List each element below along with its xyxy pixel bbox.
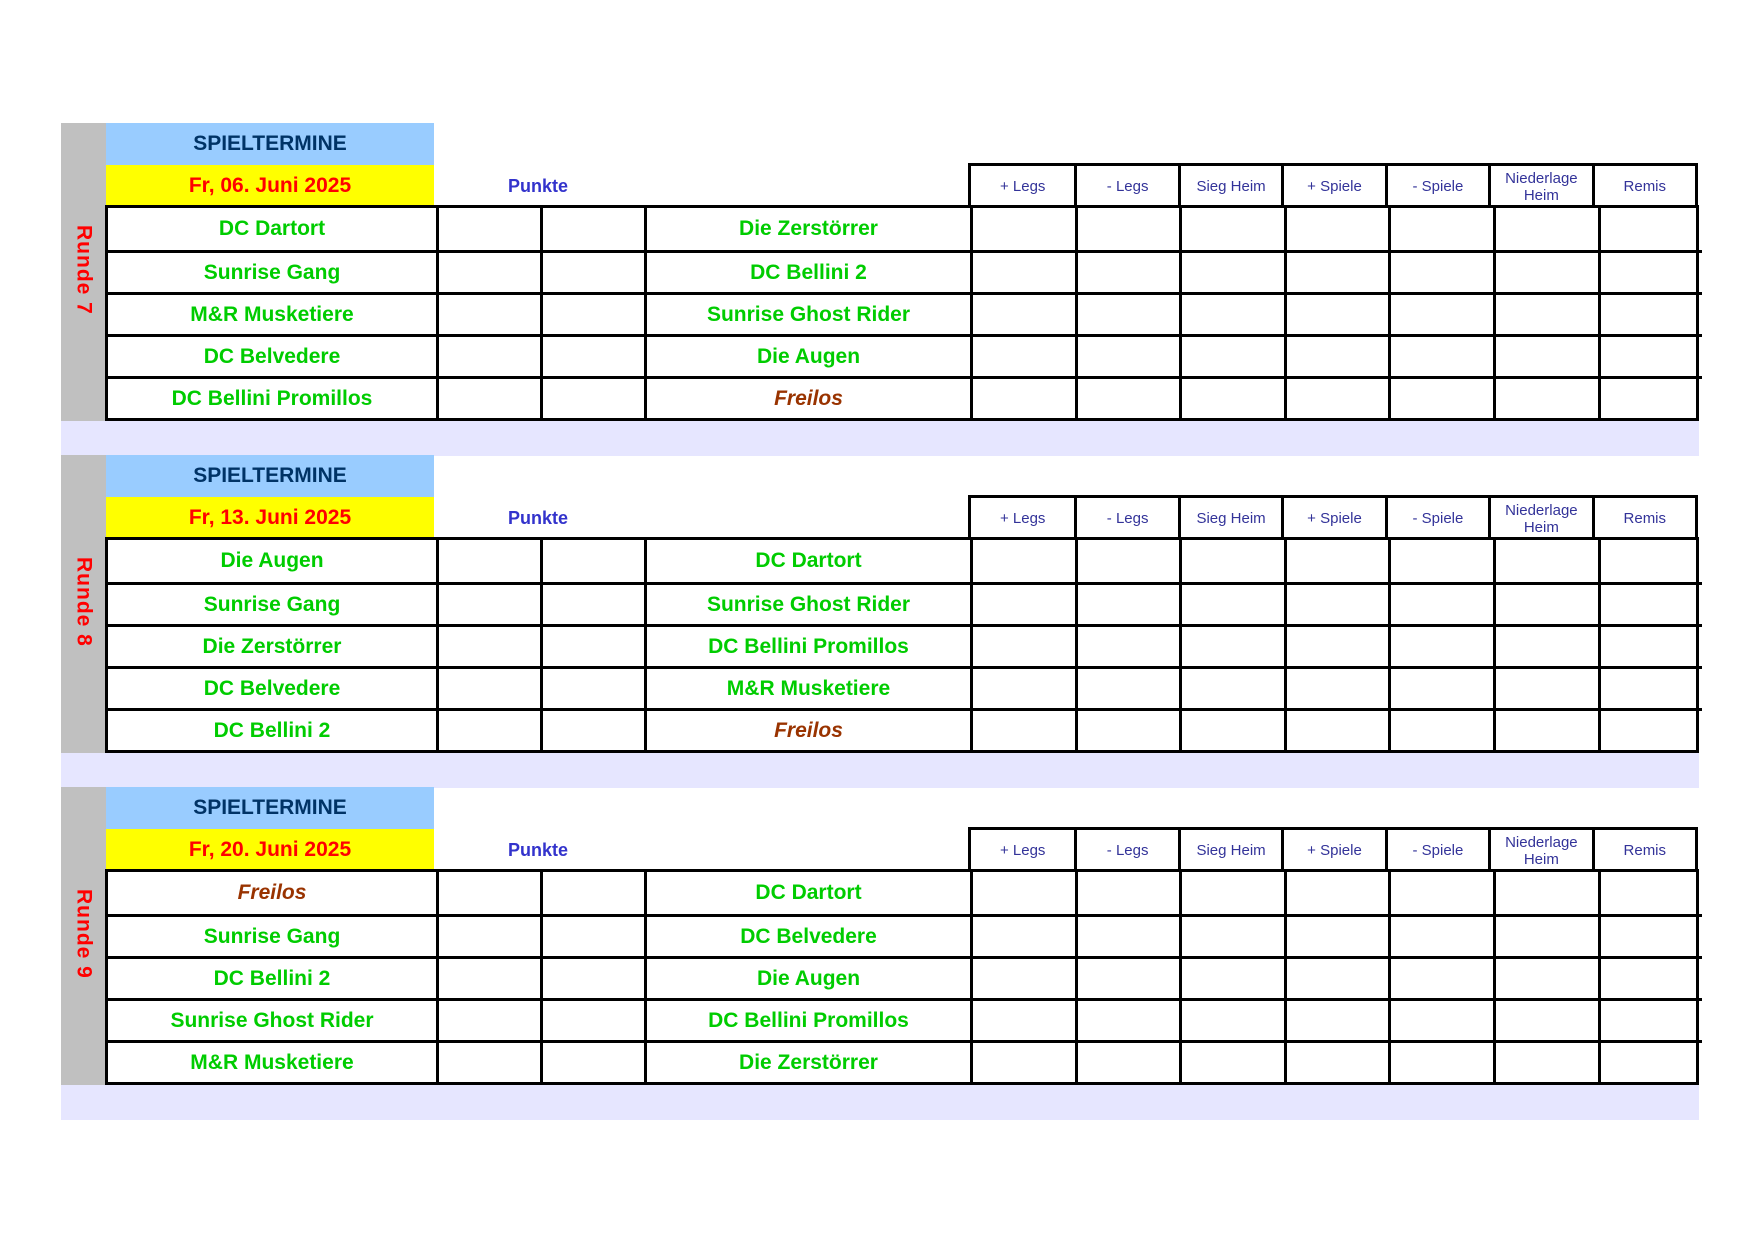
stat-input-cell[interactable] bbox=[1179, 292, 1284, 334]
stat-input-cell[interactable] bbox=[1388, 376, 1493, 418]
home-team-cell: Sunrise Gang bbox=[108, 914, 436, 956]
match-date: Fr, 20. Juni 2025 bbox=[106, 829, 434, 871]
stat-input-cell[interactable] bbox=[1598, 582, 1703, 624]
stat-input-cell[interactable] bbox=[1075, 872, 1180, 914]
round-block bbox=[61, 787, 1699, 1120]
home-team-cell: DC Bellini 2 bbox=[108, 956, 436, 998]
stats-header-cell: Niederlage Heim bbox=[1488, 166, 1591, 207]
stats-header-cell: Sieg Heim bbox=[1178, 166, 1281, 207]
round-block bbox=[61, 455, 1699, 788]
stat-input-cell[interactable] bbox=[1493, 582, 1598, 624]
home-team-cell: Freilos bbox=[237, 881, 307, 904]
stat-input-cell[interactable] bbox=[970, 292, 1075, 334]
stat-input-cell[interactable] bbox=[1493, 666, 1598, 708]
spieltermine-header: SPIELTERMINE bbox=[106, 123, 434, 165]
stat-input-cell[interactable] bbox=[1075, 914, 1180, 956]
stat-input-cell[interactable] bbox=[1075, 624, 1180, 666]
stat-input-cell[interactable] bbox=[1493, 872, 1598, 914]
away-team-cell: Die Zerstörrer bbox=[644, 208, 970, 250]
stat-input-cell[interactable] bbox=[1598, 914, 1703, 956]
round-label-text: Runde 9 bbox=[72, 889, 96, 979]
stat-input-cell[interactable] bbox=[1598, 250, 1703, 292]
away-team-cell: DC Bellini Promillos bbox=[644, 624, 970, 666]
stat-input-cell[interactable] bbox=[1598, 376, 1703, 418]
round-label bbox=[61, 829, 106, 1039]
away-team-cell: Freilos bbox=[644, 708, 970, 750]
stat-input-cell[interactable] bbox=[1284, 1040, 1389, 1082]
stat-input-cell[interactable] bbox=[1075, 998, 1180, 1040]
home-team-cell: M&R Musketiere bbox=[108, 292, 436, 334]
stat-input-cell[interactable] bbox=[1284, 872, 1389, 914]
away-team-cell: Die Augen bbox=[644, 956, 970, 998]
away-points-input[interactable] bbox=[540, 250, 644, 292]
away-team-cell: Die Augen bbox=[644, 334, 970, 376]
stat-input-cell[interactable] bbox=[1388, 914, 1493, 956]
home-points-input[interactable] bbox=[436, 582, 540, 624]
stat-input-cell[interactable] bbox=[1284, 582, 1389, 624]
stat-input-cell[interactable] bbox=[1598, 624, 1703, 666]
away-team-cell: DC Dartort bbox=[644, 540, 970, 582]
stat-input-cell[interactable] bbox=[1598, 292, 1703, 334]
away-points-input[interactable] bbox=[540, 624, 644, 666]
stat-input-cell[interactable] bbox=[1075, 708, 1180, 750]
stat-input-cell[interactable] bbox=[1388, 666, 1493, 708]
stats-header-cell: Sieg Heim bbox=[1178, 498, 1281, 539]
away-team-cell: Freilos bbox=[644, 376, 970, 418]
away-points-input[interactable] bbox=[540, 292, 644, 334]
stat-input-cell[interactable] bbox=[1493, 334, 1598, 376]
stat-input-cell[interactable] bbox=[970, 208, 1075, 250]
stat-input-cell[interactable] bbox=[1284, 708, 1389, 750]
stats-header-cell: - Legs bbox=[1074, 166, 1177, 207]
stat-input-cell[interactable] bbox=[1284, 250, 1389, 292]
stat-input-cell[interactable] bbox=[1075, 334, 1180, 376]
spieltermine-header: SPIELTERMINE bbox=[106, 455, 434, 497]
stat-input-cell[interactable] bbox=[1388, 872, 1493, 914]
home-points-input[interactable] bbox=[436, 624, 540, 666]
away-points-input[interactable] bbox=[540, 914, 644, 956]
stats-header-cell: Remis bbox=[1592, 166, 1695, 207]
home-points-input[interactable] bbox=[436, 208, 540, 250]
home-points-input[interactable] bbox=[436, 998, 540, 1040]
match-table bbox=[105, 537, 1699, 753]
stats-header-cell: - Legs bbox=[1074, 830, 1177, 871]
stat-input-cell[interactable] bbox=[1493, 998, 1598, 1040]
stat-input-cell[interactable] bbox=[1598, 1040, 1703, 1082]
away-points-input[interactable] bbox=[540, 334, 644, 376]
stat-input-cell[interactable] bbox=[1075, 292, 1180, 334]
away-points-input[interactable] bbox=[540, 1040, 644, 1082]
stat-input-cell[interactable] bbox=[1179, 666, 1284, 708]
stats-header-row bbox=[968, 495, 1698, 539]
stat-input-cell[interactable] bbox=[1284, 540, 1389, 582]
home-team-cell: Sunrise Gang bbox=[108, 582, 436, 624]
stat-input-cell[interactable] bbox=[1179, 998, 1284, 1040]
stat-input-cell[interactable] bbox=[970, 250, 1075, 292]
stat-input-cell[interactable] bbox=[1493, 208, 1598, 250]
away-points-input[interactable] bbox=[540, 376, 644, 418]
round-label-text: Runde 8 bbox=[72, 557, 96, 647]
stat-input-cell[interactable] bbox=[1388, 208, 1493, 250]
stat-input-cell[interactable] bbox=[1493, 624, 1598, 666]
home-points-input[interactable] bbox=[436, 708, 540, 750]
stat-input-cell[interactable] bbox=[1075, 376, 1180, 418]
stat-input-cell[interactable] bbox=[1075, 250, 1180, 292]
stat-input-cell[interactable] bbox=[1493, 914, 1598, 956]
home-team-cell: DC Belvedere bbox=[108, 666, 436, 708]
stat-input-cell[interactable] bbox=[1493, 956, 1598, 998]
stats-header-row bbox=[968, 163, 1698, 207]
stat-input-cell[interactable] bbox=[1388, 1040, 1493, 1082]
stat-input-cell[interactable] bbox=[1493, 708, 1598, 750]
home-team-cell: Die Zerstörrer bbox=[108, 624, 436, 666]
home-team-cell: DC Belvedere bbox=[108, 334, 436, 376]
away-team-cell: DC Dartort bbox=[644, 872, 970, 914]
stat-input-cell[interactable] bbox=[970, 708, 1075, 750]
home-points-input[interactable] bbox=[436, 334, 540, 376]
stat-input-cell[interactable] bbox=[1179, 624, 1284, 666]
stat-input-cell[interactable] bbox=[1388, 334, 1493, 376]
away-team-cell: M&R Musketiere bbox=[644, 666, 970, 708]
stat-input-cell[interactable] bbox=[1179, 582, 1284, 624]
stats-header-cell: Remis bbox=[1592, 830, 1695, 871]
stat-input-cell[interactable] bbox=[970, 914, 1075, 956]
punkte-header: Punkte bbox=[507, 507, 568, 528]
round-label bbox=[61, 165, 106, 375]
away-points-input[interactable] bbox=[540, 540, 644, 582]
stats-header-cell: Niederlage Heim bbox=[1488, 498, 1591, 539]
stat-input-cell[interactable] bbox=[1179, 914, 1284, 956]
stats-header-cell: + Legs bbox=[999, 178, 1046, 195]
stat-input-cell[interactable] bbox=[1493, 376, 1598, 418]
stats-header-cell: + Spiele bbox=[1281, 498, 1384, 539]
round-label-text: Runde 7 bbox=[72, 225, 96, 315]
home-team-cell: DC Dartort bbox=[218, 217, 326, 240]
stats-header-cell: + Spiele bbox=[1281, 830, 1384, 871]
round-separator bbox=[61, 1085, 1699, 1120]
home-team-cell: Sunrise Ghost Rider bbox=[108, 998, 436, 1040]
match-date: Fr, 13. Juni 2025 bbox=[106, 497, 434, 539]
stat-input-cell[interactable] bbox=[1075, 582, 1180, 624]
home-team-cell: DC Bellini Promillos bbox=[108, 376, 436, 418]
stats-header-cell: Niederlage Heim bbox=[1488, 830, 1591, 871]
away-team-cell: DC Belvedere bbox=[644, 914, 970, 956]
stat-input-cell[interactable] bbox=[970, 998, 1075, 1040]
stat-input-cell[interactable] bbox=[1493, 540, 1598, 582]
stat-input-cell[interactable] bbox=[1598, 708, 1703, 750]
stats-header-cell: Remis bbox=[1592, 498, 1695, 539]
home-points-input[interactable] bbox=[436, 540, 540, 582]
stat-input-cell[interactable] bbox=[970, 540, 1075, 582]
stat-input-cell[interactable] bbox=[1284, 376, 1389, 418]
stat-input-cell[interactable] bbox=[1284, 624, 1389, 666]
stat-input-cell[interactable] bbox=[1493, 292, 1598, 334]
away-team-cell: Sunrise Ghost Rider bbox=[644, 292, 970, 334]
punkte-header: Punkte bbox=[507, 175, 568, 196]
away-points-input[interactable] bbox=[540, 208, 644, 250]
stat-input-cell[interactable] bbox=[1284, 956, 1389, 998]
stats-header-cell: + Legs bbox=[999, 510, 1046, 527]
stat-input-cell[interactable] bbox=[970, 624, 1075, 666]
home-team-cell: Die Augen bbox=[220, 549, 324, 572]
round-label bbox=[61, 497, 106, 707]
stats-header-cell: - Legs bbox=[1074, 498, 1177, 539]
round-separator bbox=[61, 753, 1699, 788]
stat-input-cell[interactable] bbox=[1075, 666, 1180, 708]
home-points-input[interactable] bbox=[436, 666, 540, 708]
stat-input-cell[interactable] bbox=[970, 666, 1075, 708]
stat-input-cell[interactable] bbox=[1075, 208, 1180, 250]
stat-input-cell[interactable] bbox=[970, 376, 1075, 418]
stat-input-cell[interactable] bbox=[1075, 540, 1180, 582]
stat-input-cell[interactable] bbox=[1179, 376, 1284, 418]
away-points-input[interactable] bbox=[540, 582, 644, 624]
stats-header-cell: - Spiele bbox=[1385, 166, 1488, 207]
stat-input-cell[interactable] bbox=[1598, 872, 1703, 914]
stat-input-cell[interactable] bbox=[1284, 914, 1389, 956]
home-points-input[interactable] bbox=[436, 914, 540, 956]
stat-input-cell[interactable] bbox=[1284, 998, 1389, 1040]
stat-input-cell[interactable] bbox=[1284, 334, 1389, 376]
away-points-input[interactable] bbox=[540, 666, 644, 708]
stat-input-cell[interactable] bbox=[1598, 998, 1703, 1040]
stat-input-cell[interactable] bbox=[1388, 250, 1493, 292]
home-points-input[interactable] bbox=[436, 872, 540, 914]
away-team-cell: Die Zerstörrer bbox=[644, 1040, 970, 1082]
stat-input-cell[interactable] bbox=[1598, 540, 1703, 582]
home-points-input[interactable] bbox=[436, 956, 540, 998]
stat-input-cell[interactable] bbox=[1388, 624, 1493, 666]
stat-input-cell[interactable] bbox=[1284, 208, 1389, 250]
stat-input-cell[interactable] bbox=[1388, 708, 1493, 750]
stats-header-cell: + Spiele bbox=[1281, 166, 1384, 207]
stat-input-cell[interactable] bbox=[970, 582, 1075, 624]
match-table bbox=[105, 869, 1699, 1085]
stats-header-cell: - Spiele bbox=[1385, 498, 1488, 539]
home-points-input[interactable] bbox=[436, 292, 540, 334]
away-points-input[interactable] bbox=[540, 708, 644, 750]
home-points-input[interactable] bbox=[436, 376, 540, 418]
punkte-header: Punkte bbox=[507, 839, 568, 860]
away-team-cell: DC Bellini 2 bbox=[644, 250, 970, 292]
stat-input-cell[interactable] bbox=[1388, 540, 1493, 582]
stat-input-cell[interactable] bbox=[1075, 956, 1180, 998]
stat-input-cell[interactable] bbox=[1179, 208, 1284, 250]
stats-header-row bbox=[968, 827, 1698, 871]
home-team-cell: M&R Musketiere bbox=[108, 1040, 436, 1082]
stat-input-cell[interactable] bbox=[1598, 334, 1703, 376]
away-team-cell: Sunrise Ghost Rider bbox=[644, 582, 970, 624]
stat-input-cell[interactable] bbox=[1493, 1040, 1598, 1082]
spieltermine-header: SPIELTERMINE bbox=[106, 787, 434, 829]
stat-input-cell[interactable] bbox=[1388, 956, 1493, 998]
away-team-cell: DC Bellini Promillos bbox=[644, 998, 970, 1040]
stat-input-cell[interactable] bbox=[1179, 334, 1284, 376]
stat-input-cell[interactable] bbox=[970, 872, 1075, 914]
stat-input-cell[interactable] bbox=[1179, 250, 1284, 292]
stats-header-cell: - Spiele bbox=[1385, 830, 1488, 871]
stat-input-cell[interactable] bbox=[1179, 872, 1284, 914]
round-separator bbox=[61, 421, 1699, 456]
stat-input-cell[interactable] bbox=[1388, 292, 1493, 334]
stat-input-cell[interactable] bbox=[970, 956, 1075, 998]
match-date: Fr, 06. Juni 2025 bbox=[106, 165, 434, 207]
away-points-input[interactable] bbox=[540, 956, 644, 998]
home-points-input[interactable] bbox=[436, 250, 540, 292]
stat-input-cell[interactable] bbox=[1075, 1040, 1180, 1082]
stat-input-cell[interactable] bbox=[1284, 666, 1389, 708]
away-points-input[interactable] bbox=[540, 872, 644, 914]
stat-input-cell[interactable] bbox=[1179, 1040, 1284, 1082]
home-points-input[interactable] bbox=[436, 1040, 540, 1082]
stat-input-cell[interactable] bbox=[1388, 998, 1493, 1040]
stat-input-cell[interactable] bbox=[970, 1040, 1075, 1082]
away-points-input[interactable] bbox=[540, 998, 644, 1040]
stat-input-cell[interactable] bbox=[1179, 956, 1284, 998]
stat-input-cell[interactable] bbox=[1284, 292, 1389, 334]
home-team-cell: Sunrise Gang bbox=[108, 250, 436, 292]
stats-header-cell: Sieg Heim bbox=[1178, 830, 1281, 871]
stat-input-cell[interactable] bbox=[1388, 582, 1493, 624]
stat-input-cell[interactable] bbox=[1493, 250, 1598, 292]
stat-input-cell[interactable] bbox=[1598, 208, 1703, 250]
stat-input-cell[interactable] bbox=[1598, 666, 1703, 708]
stat-input-cell[interactable] bbox=[1598, 956, 1703, 998]
stat-input-cell[interactable] bbox=[970, 334, 1075, 376]
round-block bbox=[61, 123, 1699, 456]
stat-input-cell[interactable] bbox=[1179, 540, 1284, 582]
stats-header-cell: + Legs bbox=[999, 842, 1046, 859]
stat-input-cell[interactable] bbox=[1179, 708, 1284, 750]
home-team-cell: DC Bellini 2 bbox=[108, 708, 436, 750]
match-table bbox=[105, 205, 1699, 421]
